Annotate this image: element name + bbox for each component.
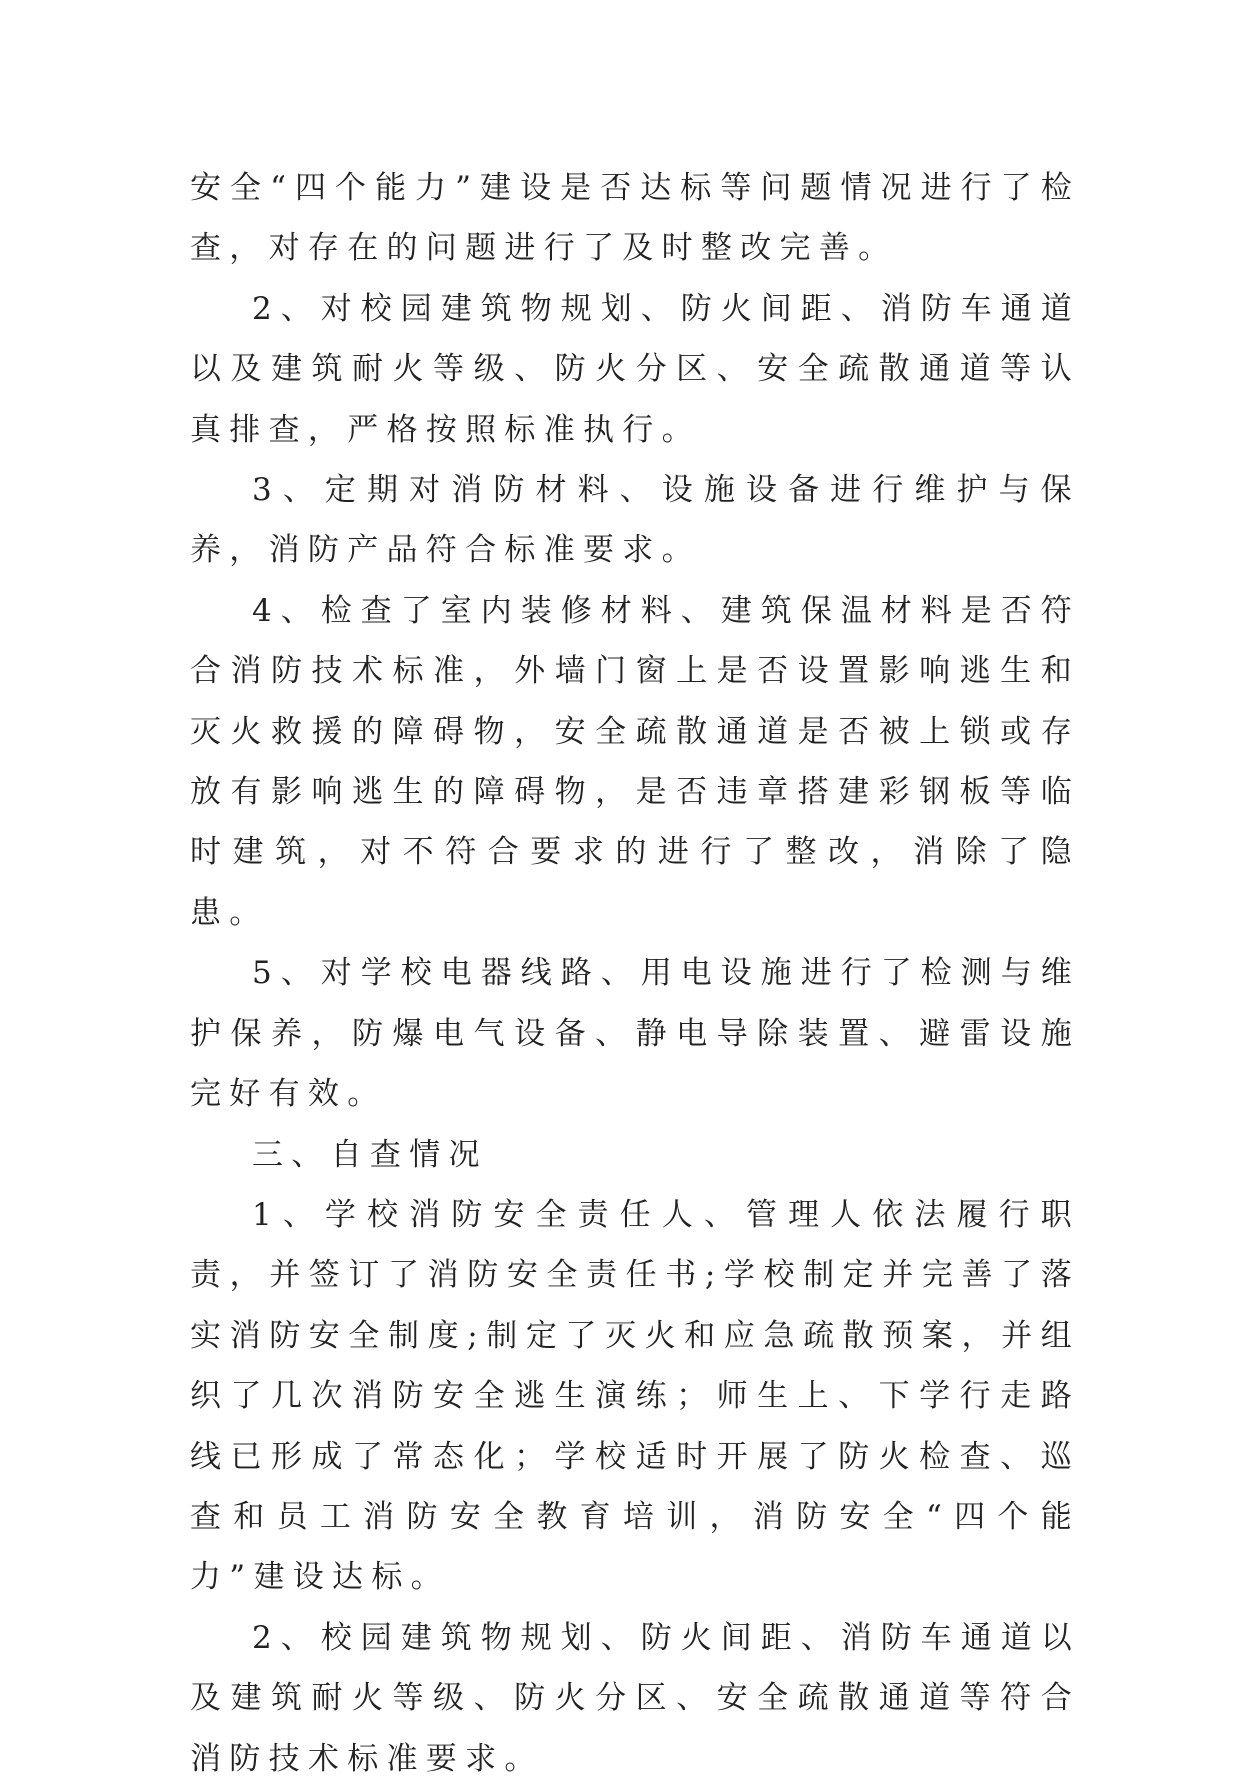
paragraph-continuation: 安全“四个能力”建设是否达标等问题情况进行了检查，对存在的问题进行了及时整改完善。 (190, 170, 1080, 267)
paragraph-item-4-materials-check: 4、检查了室内装修材料、建筑保温材料是否符合消防技术标准，外墙门窗上是否设置影响逃生和灭火救援的障碍物，安全疏散通道是否被上锁或存放有影响逃生的障碍物，是否违章搭建彩钢板等临时建筑，对不符合要求的进行了整改，消除了隐患。 (190, 592, 1080, 931)
document-page (190, 158, 1080, 1789)
paragraph-self-item-2-buildings: 2、校园建筑物规划、防火间距、消防车通道以及建筑耐火等级、防火分区、安全疏散通道等符合消防技术标准要求。 (190, 1619, 1080, 1777)
paragraph-item-3-maintenance: 3、定期对消防材料、设施设备进行维护与保养，消防产品符合标准要求。 (190, 472, 1080, 569)
paragraph-self-item-1-responsibility: 1、学校消防安全责任人、管理人依法履行职责，并签订了消防安全责任书;学校制定并完善了落实消防安全制度;制定了灭火和应急疏散预案，并组织了几次消防安全逃生演练；师生上、下学行走路线已形成了常态化；学校适时开展了防火检查、巡查和员工消防安全教育培训，消防安全“四个能力”建设达标。 (190, 1196, 1080, 1596)
paragraph-item-5-electrical: 5、对学校电器线路、用电设施进行了检测与维护保养，防爆电气设备、静电导除装置、避雷设施完好有效。 (190, 955, 1080, 1113)
section-heading-self-inspection: 三、自查情况 (252, 1136, 488, 1173)
paragraph-item-2-building-check: 2、对校园建筑物规划、防火间距、消防车通道以及建筑耐火等级、防火分区、安全疏散通道等认真排查，严格按照标准执行。 (190, 290, 1080, 448)
